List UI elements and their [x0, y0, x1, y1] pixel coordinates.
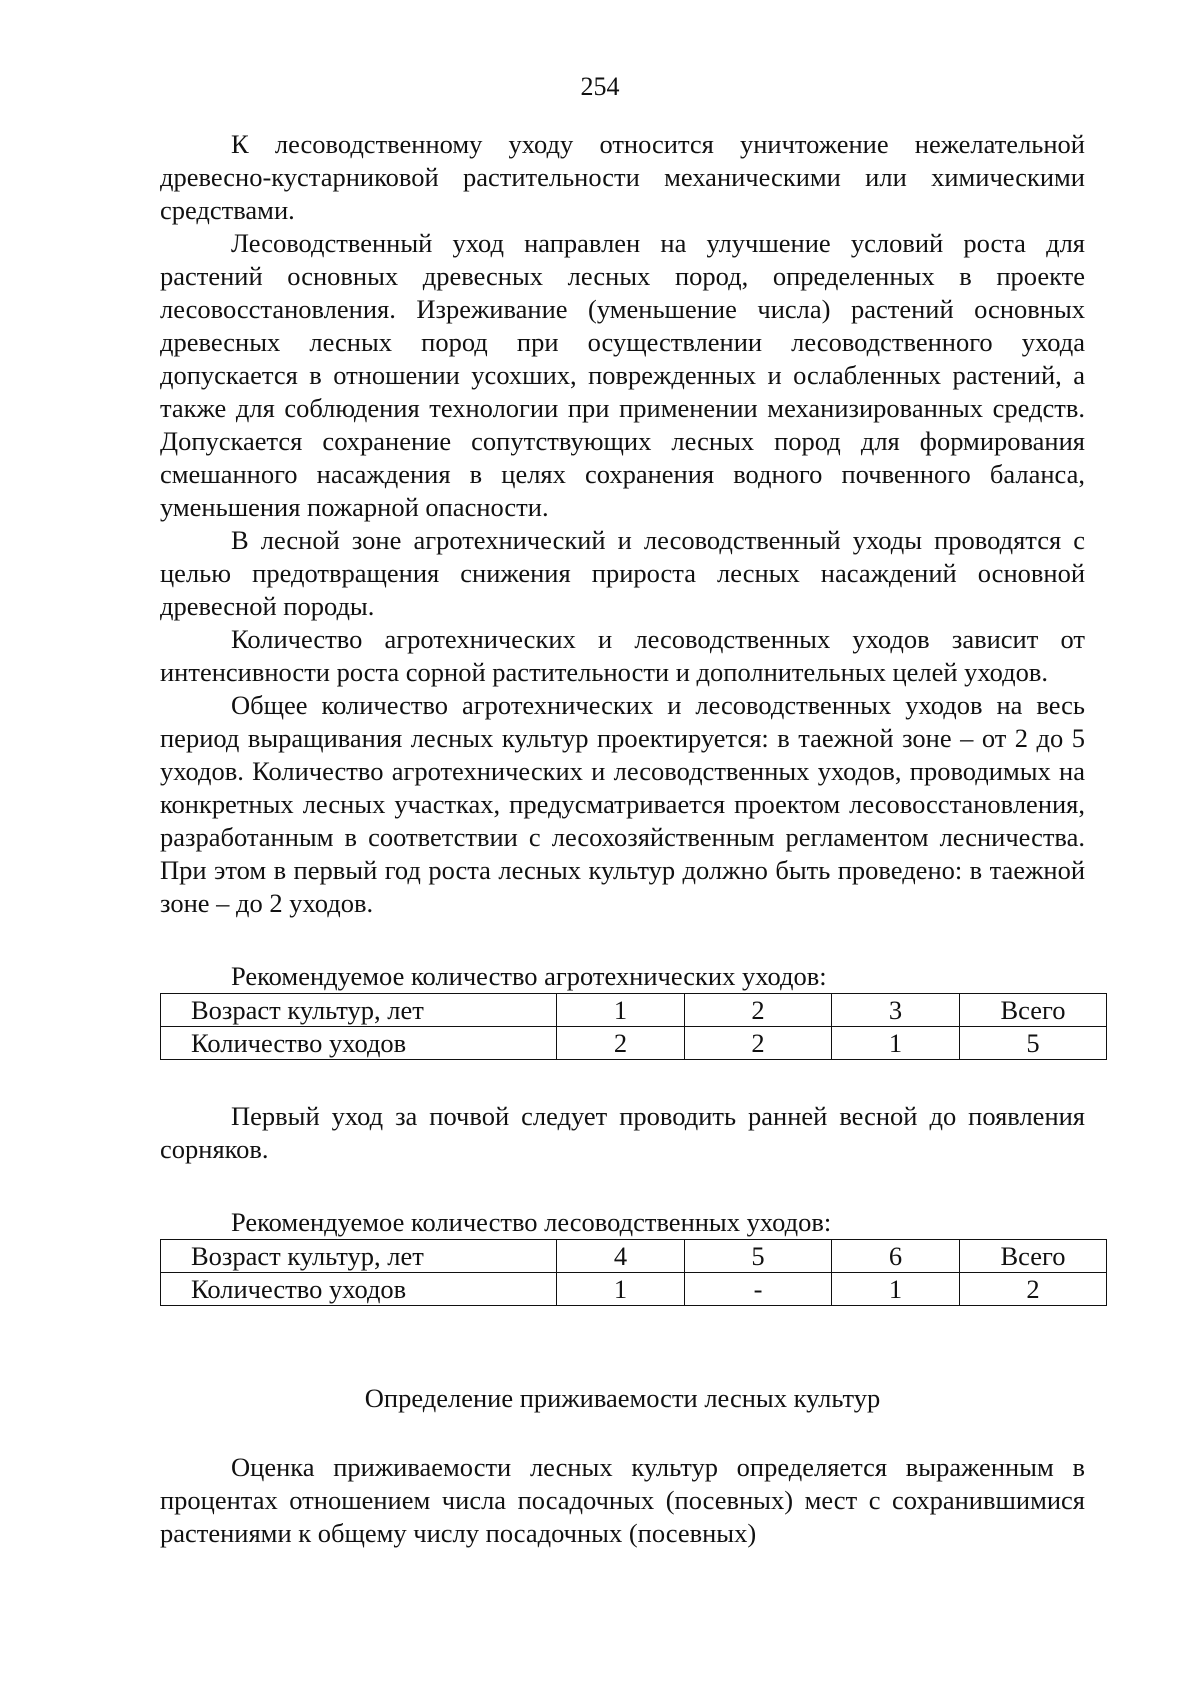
paragraph-survival-assessment: Оценка приживаемости лесных культур определяется выраженным в процентах отношением числа посадочных (посевных) мест с сохранившимися растениями к общему числу посадочных (посевных): [160, 1452, 1085, 1548]
silvicultural-care-table: [160, 1239, 1107, 1306]
paragraph-forest-zone-care: В лесной зоне агротехнический и лесоводственный уходы проводятся с целью предотвращения снижения прироста лесных насаждений основной древесной породы.: [160, 525, 1085, 621]
table-cell-label: Возраст культур, лет: [161, 994, 557, 1027]
table-cell: 3: [832, 994, 960, 1027]
agrotech-table-caption: Рекомендуемое количество агротехнических уходов:: [231, 961, 827, 991]
table-cell: 2: [557, 1027, 685, 1060]
table-cell: 5: [685, 1240, 832, 1273]
table-cell: 1: [557, 1273, 685, 1306]
table-row: [161, 1027, 1107, 1060]
table-cell-label: Количество уходов: [161, 1273, 557, 1306]
document-body: [160, 128, 1085, 1550]
paragraph-silvicultural-care-purpose: Лесоводственный уход направлен на улучшение условий роста для растений основных древесных лесных пород, определенных в проекте лесовосстановления. Изреживание (уменьшение числа) растений основных древесных лесных пород при осуществлении лесоводственного ухода допускается в отношении усохших, поврежденных и ослабленных растений, а также для соблюдения технологии при применении механизированных средств. Допускается сохранение сопутствующих лесных пород для формирования смешанного насаждения в целях сохранения водного почвенного баланса, уменьшения пожарной опасности.: [160, 228, 1085, 522]
table-cell: 1: [557, 994, 685, 1027]
page-number: 254: [580, 72, 620, 101]
agrotech-care-table: [160, 993, 1107, 1060]
table-cell: -: [685, 1273, 832, 1306]
table-cell: 2: [685, 1027, 832, 1060]
table-cell: 6: [832, 1240, 960, 1273]
table-cell: 2: [960, 1273, 1107, 1306]
paragraph-first-soil-care: Первый уход за почвой следует проводить ранней весной до появления сорняков.: [160, 1101, 1085, 1164]
silvicultural-table-caption: Рекомендуемое количество лесоводственных уходов:: [231, 1207, 832, 1237]
table-cell: Всего: [960, 1240, 1107, 1273]
table-cell: 4: [557, 1240, 685, 1273]
table-cell: 1: [832, 1273, 960, 1306]
paragraph-care-count-factors: Количество агротехнических и лесоводственных уходов зависит от интенсивности роста сорной растительности и дополнительных целей уходов.: [160, 624, 1085, 687]
table-row: [161, 1240, 1107, 1273]
table-cell: 1: [832, 1027, 960, 1060]
table-cell: 2: [685, 994, 832, 1027]
paragraph-total-care-count: Общее количество агротехнических и лесоводственных уходов на весь период выращивания лесных культур проектируется: в таежной зоне – от 2 до 5 уходов. Количество агротехнических и лесоводственных уходов, проводимых на конкретных лесных участках, предусматривается проектом лесовосстановления, разработанным в соответствии с лесохозяйственным регламентом лесничества. При этом в первый год роста лесных культур должно быть проведено: в таежной зоне – до 2 уходов.: [160, 690, 1085, 918]
paragraph-silvicultural-care-definition: К лесоводственному уходу относится уничтожение нежелательной древесно-кустарниковой растительности механическими или химическими средствами.: [160, 129, 1085, 225]
table-row: [161, 994, 1107, 1027]
table-row: [161, 1273, 1107, 1306]
section-heading: Определение приживаемости лесных культур: [364, 1383, 881, 1413]
table-cell: Всего: [960, 994, 1107, 1027]
table-cell-label: Количество уходов: [161, 1027, 557, 1060]
table-cell-label: Возраст культур, лет: [161, 1240, 557, 1273]
table-cell: 5: [960, 1027, 1107, 1060]
